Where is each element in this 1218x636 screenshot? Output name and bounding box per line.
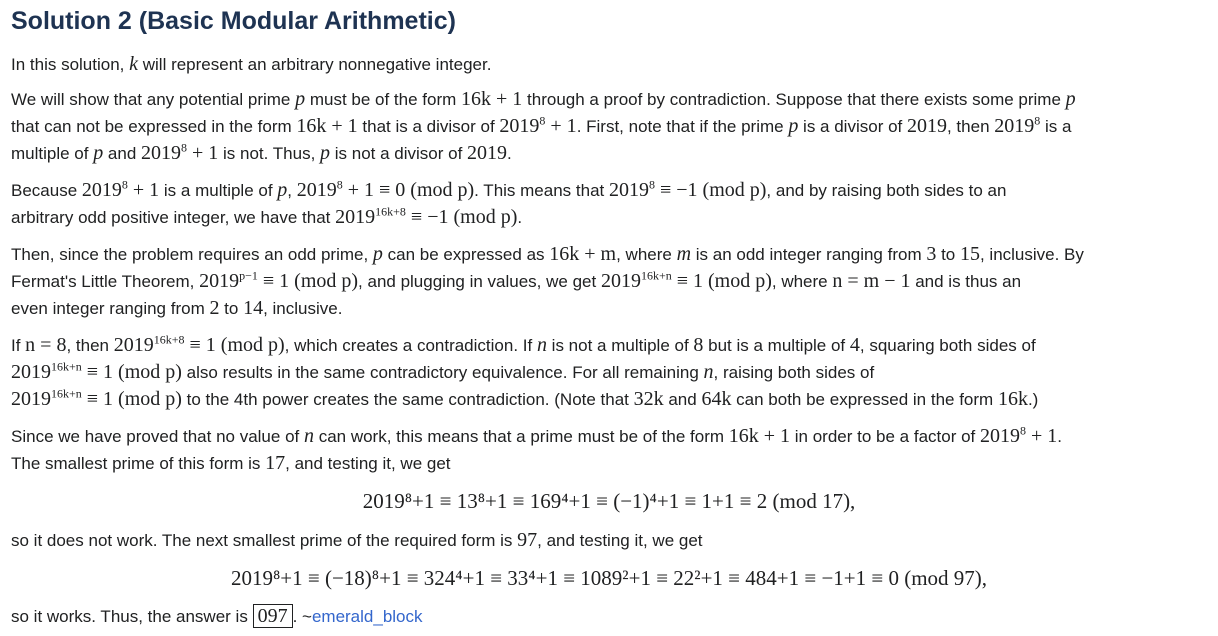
math-14: 14 xyxy=(243,297,264,319)
math-p: p xyxy=(277,179,288,201)
text: also results in the same contradictory equivalence. For all remaining xyxy=(181,363,704,382)
math-64k: 64k xyxy=(701,388,732,410)
text: can be expressed as xyxy=(382,245,550,264)
math-32k: 32k xyxy=(633,388,664,410)
math-8: 8 xyxy=(693,334,704,356)
text: even integer ranging from xyxy=(11,299,210,318)
paragraph-proof-setup: We will show that any potential prime p must be of the form 16k + 1 through a proof by contradiction. Suppose that there exists some prime p that can not be expressed in the form 16k + 1 that is a divisor of $2019^8 + 1$. First, note that if the prime p is a divisor of 2019, then 2019$^8$ is a multiple of p and $2019^8 + 1$ is not. Thus, p is not a divisor of 2019. xyxy=(11,88,1076,164)
math-16k1: 16k + 1 xyxy=(461,88,523,110)
text: will represent an arbitrary nonnegative integer. xyxy=(138,55,492,74)
text: , inclusive. xyxy=(263,299,343,318)
math-p: p xyxy=(320,142,331,164)
math-congruence-16kn: $2019^{16k+n} \equiv 1$ (mod p) xyxy=(11,386,182,410)
text: . This means that xyxy=(474,181,609,200)
text: and is thus an xyxy=(910,272,1022,291)
paragraph-answer xyxy=(11,604,1207,630)
text: that can not be expressed in the form xyxy=(11,117,297,136)
math-16k: 16k xyxy=(997,388,1028,410)
text: is an odd integer ranging from xyxy=(691,245,927,264)
text: must be of the form xyxy=(305,90,462,109)
text: can work, this means that a prime must be of the form xyxy=(313,427,729,446)
math-3: 3 xyxy=(926,243,937,265)
math-m: m xyxy=(676,243,692,265)
text: In this solution, xyxy=(11,55,130,74)
text: Then, since the problem requires an odd prime, xyxy=(11,245,373,264)
paragraph-next-prime xyxy=(11,527,1207,554)
text: multiple of xyxy=(11,144,94,163)
text: Because xyxy=(11,181,82,200)
math-4: 4 xyxy=(849,334,860,356)
text: . First, note that if the prime xyxy=(576,117,789,136)
text: is not a multiple of xyxy=(546,336,694,355)
math-fermat: $2019^{p-1} \equiv 1$ (mod p) xyxy=(199,268,359,292)
text: is a xyxy=(1040,117,1072,136)
text: , then xyxy=(946,117,995,136)
text: to xyxy=(936,245,960,264)
math-16k1: 16k + 1 xyxy=(296,115,358,137)
text: is a multiple of xyxy=(159,181,278,200)
paragraph-conclusion-form: Since we have proved that no value of n can work, this means that a prime must be of the form 16k + 1 in order to be a factor of $2019^8 + 1$. The smallest prime of this form is 17, and testing it, we get xyxy=(11,423,1063,474)
text: . xyxy=(292,607,303,626)
math-congruence-16k8: $2019^{16k+8} \equiv -1$ (mod p) xyxy=(335,204,518,228)
math-p: p xyxy=(295,88,306,110)
text: is not a divisor of xyxy=(330,144,468,163)
text: to xyxy=(219,299,244,318)
text: so it works. Thus, the answer is xyxy=(11,607,253,626)
tilde: ~ xyxy=(302,607,312,626)
text: , and plugging in values, we get xyxy=(358,272,601,291)
paragraph-fermat xyxy=(11,241,1207,322)
paragraph-cases xyxy=(11,332,1207,413)
text: , and testing it, we get xyxy=(285,454,451,473)
text: , which creates a contradiction. If xyxy=(284,336,537,355)
math-2019-8-plus-1: $2019^8 + 1$ xyxy=(980,423,1058,447)
paragraph-intro xyxy=(11,51,1207,78)
math-congruence-16k8-1: $2019^{16k+8} \equiv 1$ (mod p) xyxy=(113,332,285,356)
text: through a proof by contradiction. Suppose that there exists some prime xyxy=(522,90,1066,109)
text: Since we have proved that no value of xyxy=(11,427,304,446)
math-n: n xyxy=(703,361,714,383)
math-2019-8-plus-1: $2019^8 + 1$ xyxy=(499,113,577,137)
math-n-eq-m-1: n = m − 1 xyxy=(832,270,911,292)
text: .) xyxy=(1027,390,1039,409)
text: , where xyxy=(771,272,833,291)
math-17: 17 xyxy=(265,452,286,474)
text: that is a divisor of xyxy=(357,117,500,136)
math-97: 97 xyxy=(517,529,538,551)
math-16km: 16k + m xyxy=(549,243,617,265)
display-equation-mod-97: 2019⁸+1 ≡ (−18)⁸+1 ≡ 324⁴+1 ≡ 33⁴+1 ≡ 1089²+1 ≡ 22²+1 ≡ 484+1 ≡ −1+1 ≡ 0 (mod 97), xyxy=(230,566,988,590)
author-link[interactable]: emerald_block xyxy=(311,607,423,626)
math-congruence-m1: $2019^8 \equiv -1$ (mod p) xyxy=(608,177,767,201)
display-equation-mod-17: 2019⁸+1 ≡ 13⁸+1 ≡ 169⁴+1 ≡ (−1)⁴+1 ≡ 1+1 ≡ 2 (mod 17), xyxy=(362,489,856,513)
math-n: n xyxy=(303,425,314,447)
text: and xyxy=(103,144,142,163)
math-2: 2 xyxy=(209,297,220,319)
solution-heading: Solution 2 (Basic Modular Arithmetic) xyxy=(11,7,456,35)
text: and xyxy=(663,390,702,409)
math-congruence-16kn: $2019^{16k+n} \equiv 1$ (mod p) xyxy=(11,359,182,383)
text: , inclusive. By xyxy=(979,245,1084,264)
text: The smallest prime of this form is xyxy=(11,454,266,473)
text: is not. Thus, xyxy=(218,144,321,163)
math-2019: 2019 xyxy=(906,115,947,137)
text: , where xyxy=(616,245,677,264)
answer-box: 097 xyxy=(253,604,293,628)
math-k: k xyxy=(129,53,139,75)
math-16k1: 16k + 1 xyxy=(728,425,791,447)
text: can both be expressed in the form xyxy=(731,390,998,409)
math-2019-8-plus-1: $2019^8 + 1$ xyxy=(141,140,219,164)
math-2019: 2019 xyxy=(467,142,508,164)
math-p: p xyxy=(1065,88,1076,110)
math-2019-8: 2019$^8$ xyxy=(994,113,1041,137)
math-n-eq-8: n = 8 xyxy=(25,334,67,356)
math-n: n xyxy=(536,334,547,356)
text: We will show that any potential prime xyxy=(11,90,296,109)
math-congruence-0: $2019^8 + 1 \equiv 0$ (mod p) xyxy=(296,177,475,201)
text: , squaring both sides of xyxy=(859,336,1036,355)
math-p: p xyxy=(372,243,383,265)
math-p: p xyxy=(93,142,104,164)
text: Fermat's Little Theorem, xyxy=(11,272,200,291)
text: , raising both sides of xyxy=(713,363,875,382)
math-2019-8-plus-1: $2019^8 + 1$ xyxy=(81,177,160,201)
text: , and by raising both sides to an xyxy=(766,181,1007,200)
math-15: 15 xyxy=(959,243,980,265)
text: If xyxy=(11,336,26,355)
text: , then xyxy=(66,336,114,355)
math-congruence-16kn: $2019^{16k+n} \equiv 1$ (mod p) xyxy=(600,268,772,292)
text: is a divisor of xyxy=(798,117,907,136)
text: in order to be a factor of xyxy=(790,427,980,446)
paragraph-because: Because $2019^8 + 1$ is a multiple of p, $2019^8 + 1 \equiv 0$ (mod p). This means that $2019^8 \equiv -1$ (mod p), and by raising both sides to an arbitrary odd positive integer, we have that $2019^{16k+8} \equiv -1$ (mod p). xyxy=(11,177,1007,228)
text: but is a multiple of xyxy=(703,336,850,355)
text: arbitrary odd positive integer, we have that xyxy=(11,208,336,227)
text: so it does not work. The next smallest prime of the required form is xyxy=(11,531,518,550)
text: , and testing it, we get xyxy=(537,531,703,550)
text: to the 4th power creates the same contradiction. (Note that xyxy=(181,390,634,409)
math-p: p xyxy=(788,115,799,137)
